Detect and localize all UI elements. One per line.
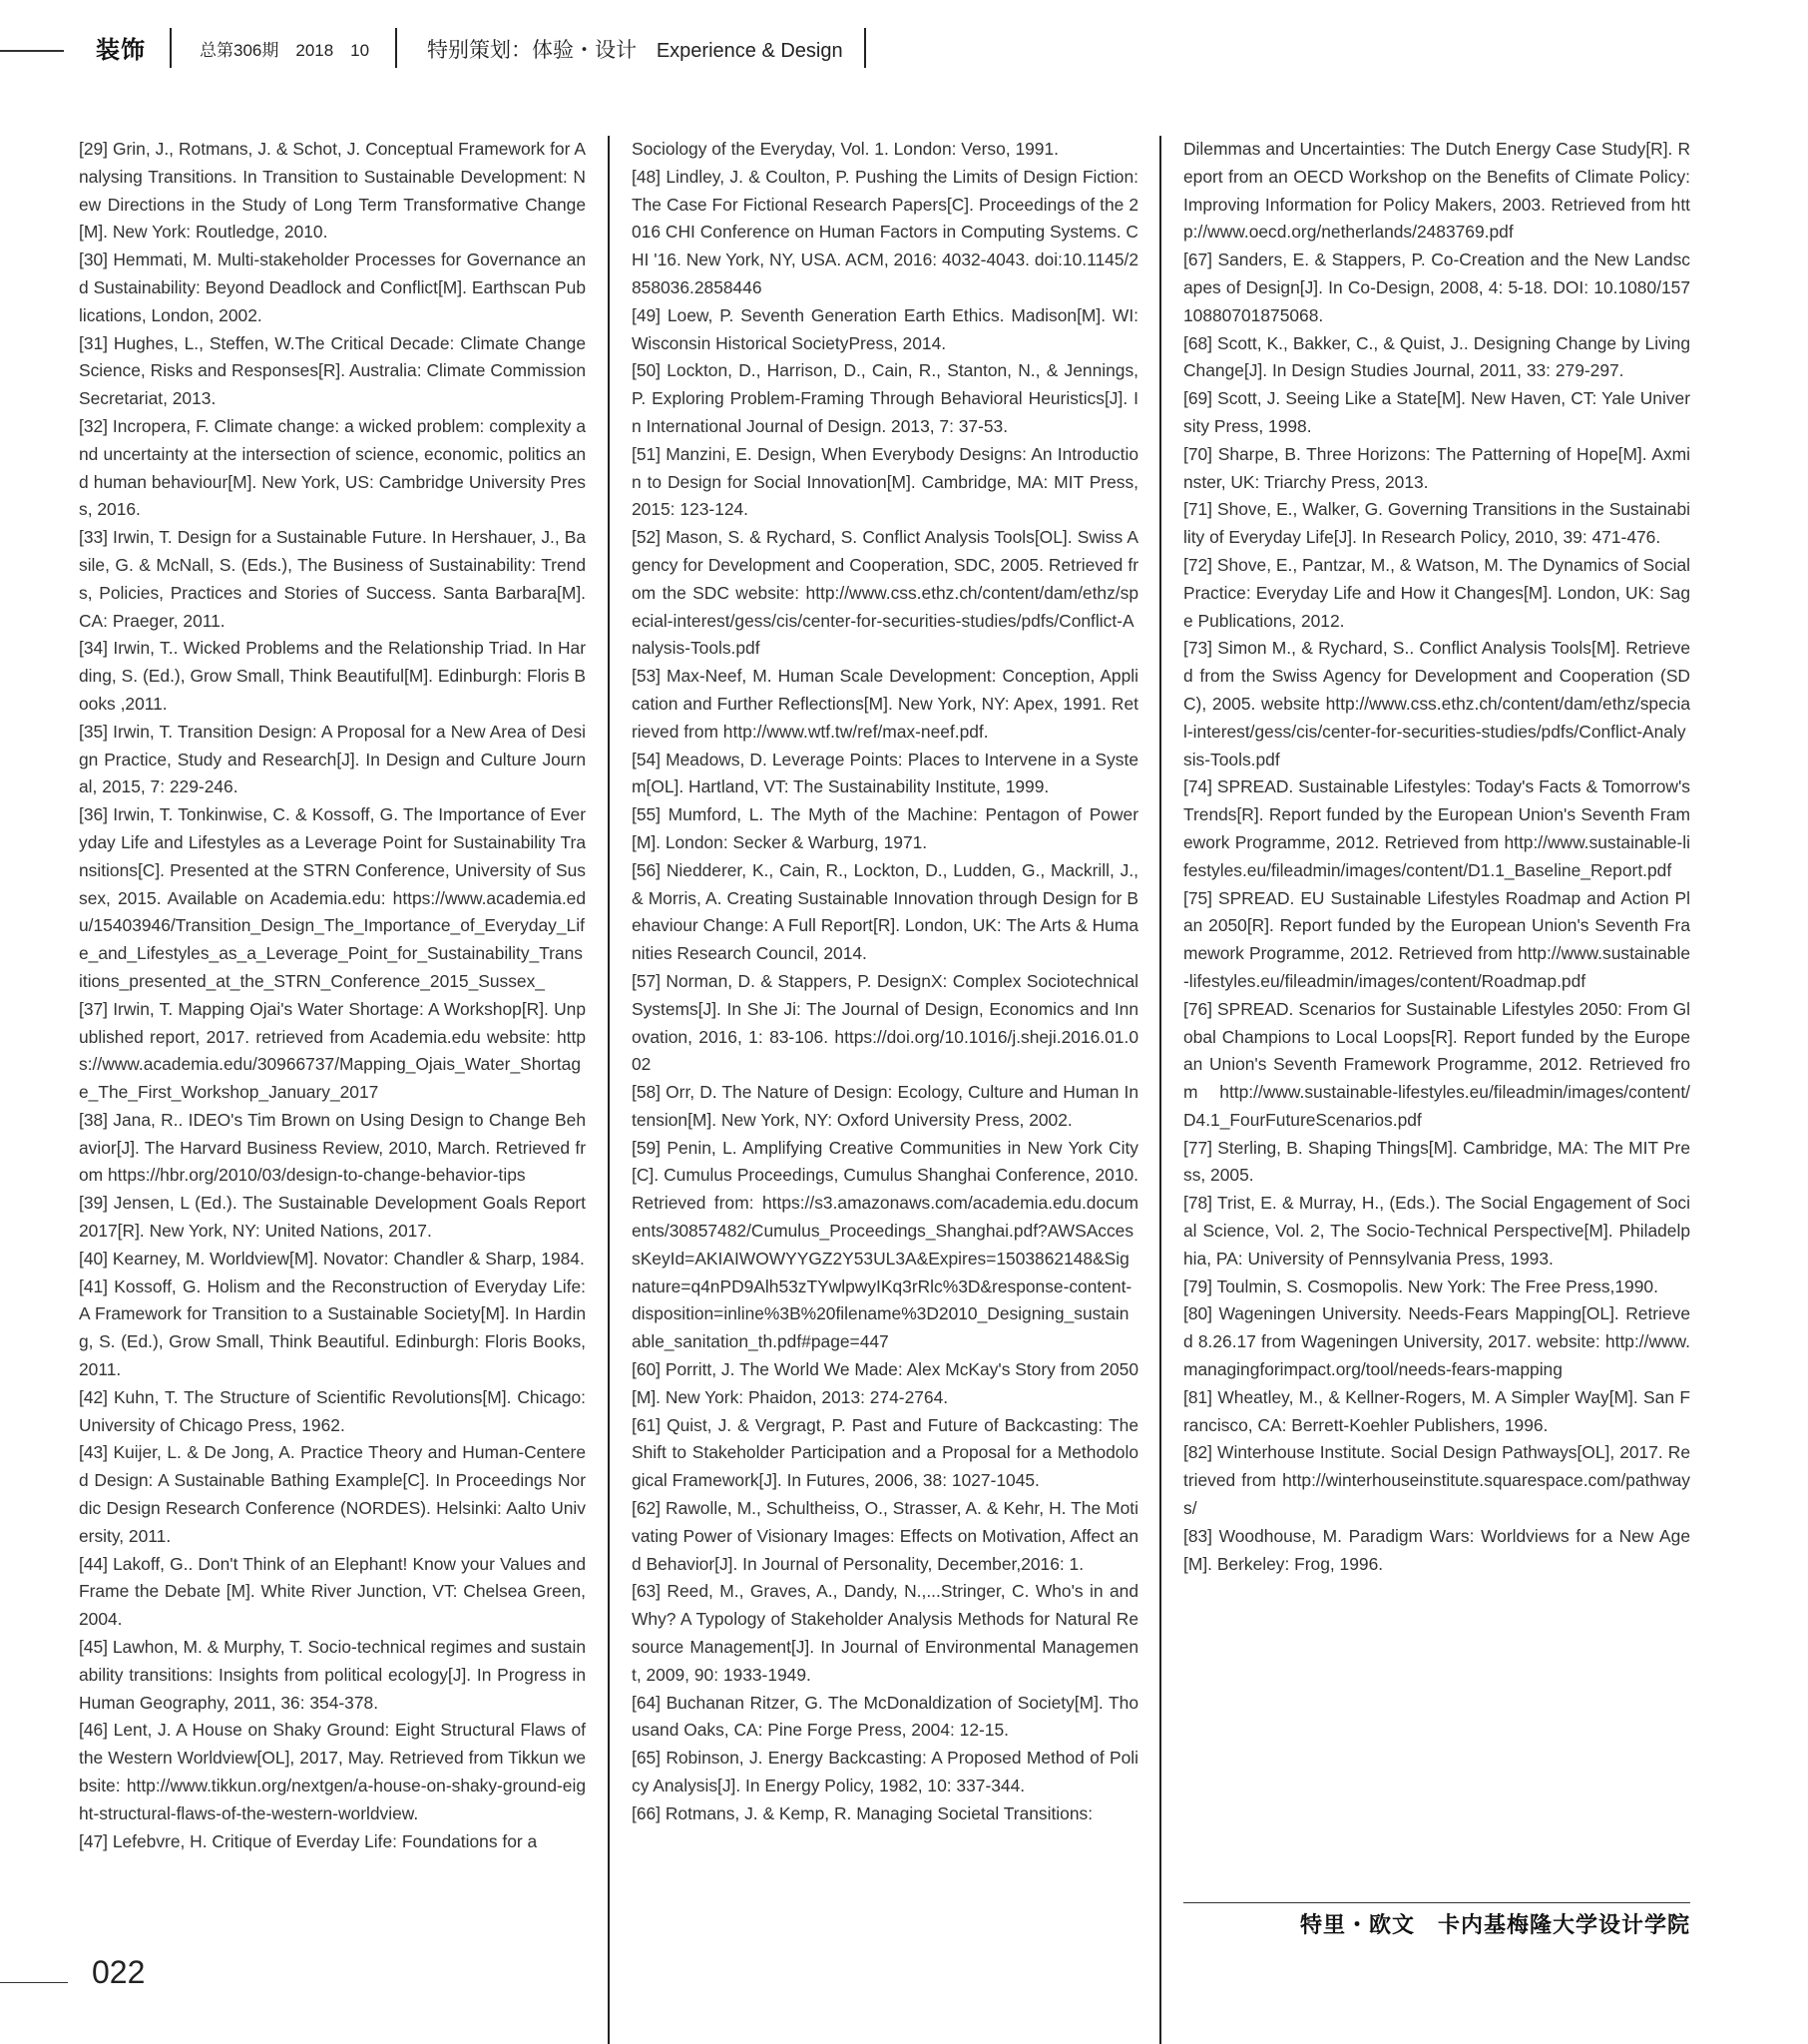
reference-entry: [69] Scott, J. Seeing Like a State[M]. New Haven, CT: Yale University Press, 1998. [1183,388,1690,436]
reference-entry: [36] Irwin, T. Tonkinwise, C. & Kossoff, G. The Importance of Everyday Life and Lifestyles as a Leverage Point for Sustainability Transitions[C]. Presented at the STRN Conference, University of Sussex, 2015. Available on Academia.edu: https://www.academia.edu/15403946/Transition_Design_The_Importance_of_Everyday_Life_and_Lifestyles_as_a_Leverage_Point_for_Sustainability_Transitions_presented_at_the_STRN_Conference_2015_Sussex_ [79,804,586,991]
reference-entry: [53] Max-Neef, M. Human Scale Development: Conception, Application and Further Reflections[M]. New York, NY: Apex, 1991. Retrieved from http://www.wtf.tw/ref/max-neef.pdf. [632,666,1138,742]
reference-entry: [81] Wheatley, M., & Kellner-Rogers, M. A Simpler Way[M]. San Francisco, CA: Berrett-Koehler Publishers, 1996. [1183,1386,1690,1435]
reference-entry: [32] Incropera, F. Climate change: a wicked problem: complexity and uncertainty at the intersection of science, economic, politics and human behaviour[M]. New York, US: Cambridge University Press, 2016. [79,415,586,520]
author-credit: 特里・欧文 卡内基梅隆大学设计学院 [1299,1912,1690,1937]
reference-entry: Sociology of the Everyday, Vol. 1. London: Verso, 1991. [632,139,1059,159]
reference-entry: [77] Sterling, B. Shaping Things[M]. Cambridge, MA: The MIT Press, 2005. [1183,1137,1690,1186]
reference-entry: [73] Simon M., & Rychard, S.. Conflict Analysis Tools[M]. Retrieved from the Swiss Agency for Development and Cooperation (SDC), 2005. website http://www.css.ethz.ch/content/dam/ethz/special-interest/gess/cis/center-for-securities-studies/pdfs/Conflict-Analysis-Tools.pdf [1183,638,1690,769]
reference-entry: [76] SPREAD. Scenarios for Sustainable Lifestyles 2050: From Global Champions to Local Loops[R]. Report funded by the European Union's Seventh Framework Programme, 2012. Retrieved from http://www.sustainable-lifestyles.eu/fileadmin/images/content/ D4.1_FourFutureScenarios.pdf [1183,998,1690,1130]
page-number: 022 [92,1954,146,1990]
reference-entry: [41] Kossoff, G. Holism and the Reconstruction of Everyday Life: A Framework for Transition to a Sustainable Society[M]. In Harding, S. (Ed.), Grow Small, Think Beautiful. Edinburgh: Floris Books, 2011. [79,1276,586,1380]
reference-entry: [39] Jensen, L (Ed.). The Sustainable Development Goals Report 2017[R]. New York, NY: United Nations, 2017. [79,1193,586,1242]
reference-entry: [64] Buchanan Ritzer, G. The McDonaldization of Society[M]. Thousand Oaks, CA: Pine Forge Press, 2004: 12-15. [632,1692,1138,1741]
header-rule-left [0,50,64,52]
reference-entry: [37] Irwin, T. Mapping Ojai's Water Shortage: A Workshop[R]. Unpublished report, 2017. retrieved from Academia.edu website: https://www.academia.edu/30966737/Mapping_Ojais_Water_Shortage_The_First_Workshop_January_2017 [79,998,586,1103]
reference-entry: [68] Scott, K., Bakker, C., & Quist, J.. Designing Change by Living Change[J]. In Design Studies Journal, 2011, 33: 279-297. [1183,332,1690,381]
reference-entry: [52] Mason, S. & Rychard, S. Conflict Analysis Tools[OL]. Swiss Agency for Development and Cooperation, SDC, 2005. Retrieved from the SDC website: http://www.css.ethz.ch/content/dam/ethz/special-interest/gess/cis/center-for-securities-studies/pdfs/Conflict-Analysis-Tools.pdf [632,527,1138,659]
reference-entry: [56] Niedderer, K., Cain, R., Lockton, D., Ludden, G., Mackrill, J., & Morris, A. Creating Sustainable Innovation through Design for Behaviour Change: A Full Report[R]. London, UK: The Arts & Humanities Research Council, 2014. [632,859,1138,964]
reference-entry: [78] Trist, E. & Murray, H., (Eds.). The Social Engagement of Social Science, Vol. 2, The Socio-Technical Perspective[M]. Philadelphia, PA: University of Pennsylvania Press, 1993. [1183,1193,1690,1269]
reference-entry: [62] Rawolle, M., Schultheiss, O., Strasser, A. & Kehr, H. The Motivating Power of Visionary Images: Effects on Motivation, Affect and Behavior[J]. In Journal of Personality, December,2016: 1. [632,1498,1138,1574]
reference-entry: [38] Jana, R.. IDEO's Tim Brown on Using Design to Change Behavior[J]. The Harvard Business Review, 2010, March. Retrieved from https://hbr.org/2010/03/design-to-change-behavior-tips [79,1109,586,1186]
reference-entry: [40] Kearney, M. Worldview[M]. Novator: Chandler & Sharp, 1984. [79,1248,585,1269]
reference-entry: [75] SPREAD. EU Sustainable Lifestyles Roadmap and Action Plan 2050[R]. Report funded by the European Union's Seventh Framework Programme, 2012. Retrieved from http://www.sustainable-lifestyles.eu/fileadmin/images/content/Roadmap.pdf [1183,887,1690,991]
reference-entry: [71] Shove, E., Walker, G. Governing Transitions in the Sustainability of Everyday Life[J]. In Research Policy, 2010, 39: 471-476. [1183,499,1690,548]
column-divider [608,136,610,2044]
reference-entry: [49] Loew, P. Seventh Generation Earth Ethics. Madison[M]. WI: Wisconsin Historical SocietyPress, 2014. [632,304,1138,353]
reference-entry: [79] Toulmin, S. Cosmopolis. New York: The Free Press,1990. [1183,1276,1658,1296]
reference-entry: [34] Irwin, T.. Wicked Problems and the Relationship Triad. In Harding, S. (Ed.), Grow Small, Think Beautiful[M]. Edinburgh: Floris Books ,2011. [79,638,586,714]
reference-entry: [54] Meadows, D. Leverage Points: Places to Intervene in a System[OL]. Hartland, VT: The Sustainability Institute, 1999. [632,749,1138,797]
reference-entry: [47] Lefebvre, H. Critique of Everday Life: Foundations for a [79,1830,538,1851]
reference-entry: [55] Mumford, L. The Myth of the Machine: Pentagon of Power[M]. London: Secker & Warburg, 1971. [632,804,1138,852]
reference-entry: [46] Lent, J. A House on Shaky Ground: Eight Structural Flaws of the Western Worldview[OL], 2017, May. Retrieved from Tikkun website: http://www.tikkun.org/nextgen/a-house-on-shaky-ground-eight-structural-flaws-of-the-western-worldview. [79,1720,586,1823]
feature-title-en: Experience & Design [656,40,843,62]
reference-entry: [67] Sanders, E. & Stappers, P. Co-Creation and the New Landscapes of Design[J]. In Co-Design, 2008, 4: 5-18. DOI: 10.1080/15710880701875068. [1183,250,1690,325]
reference-entry: [57] Norman, D. & Stappers, P. DesignX: Complex Sociotechnical Systems[J]. In She Ji: The Journal of Design, Economics and Innovation, 2016, 1: 83-106. https://doi.org/10.1016/j.sheji.2016.01.002 [632,970,1138,1075]
reference-entry: [29] Grin, J., Rotmans, J. & Schot, J. Conceptual Framework for Analysing Transitions. In Transition to Sustainable Development: New Directions in the Study of Long Term Transformative Change[M]. New York: Routledge, 2010. [79,139,586,243]
reference-entry: [31] Hughes, L., Steffen, W.The Critical Decade: Climate Change Science, Risks and Responses[R]. Australia: Climate Commission Secretariat, 2013. [79,332,586,409]
column-divider [1159,136,1161,2044]
reference-entry: [60] Porritt, J. The World We Made: Alex McKay's Story from 2050[M]. New York: Phaidon, 2013: 274-2764. [632,1359,1138,1407]
reference-entry: [48] Lindley, J. & Coulton, P. Pushing the Limits of Design Fiction: The Case For Fictional Research Papers[C]. Proceedings of the 2016 CHI Conference on Human Factors in Computing Systems. CHI '16. New York, NY, USA. ACM, 2016: 4032-4043. doi:10.1145/2858036.2858446 [632,166,1138,297]
reference-entry: [63] Reed, M., Graves, A., Dandy, N.,...Stringer, C. Who's in and Why? A Typology of Stakeholder Analysis Methods for Natural Resource Management[J]. In Journal of Environmental Management, 2009, 90: 1933-1949. [632,1581,1138,1685]
reference-entry: [83] Woodhouse, M. Paradigm Wars: Worldviews for a New Age[M]. Berkeley: Frog, 1996. [1183,1525,1690,1574]
feature-title [427,34,843,68]
reference-entry: [44] Lakoff, G.. Don't Think of an Elephant! Know your Values and Frame the Debate [M]. White River Junction, VT: Chelsea Green, 2004. [79,1553,586,1630]
reference-entry: [35] Irwin, T. Transition Design: A Proposal for a New Area of Design Practice, Study and Research[J]. In Design and Culture Journal, 2015, 7: 229-246. [79,721,586,797]
header-divider [170,28,172,68]
reference-entry: [58] Orr, D. The Nature of Design: Ecology, Culture and Human Intension[M]. New York, NY: Oxford University Press, 2002. [632,1082,1138,1130]
reference-entry: [50] Lockton, D., Harrison, D., Cain, R., Stanton, N., & Jennings, P. Exploring Problem-Framing Through Behavioral Heuristics[J]. In International Journal of Design. 2013, 7: 37-53. [632,360,1138,436]
reference-column-2 [632,136,1138,1828]
reference-entry: [61] Quist, J. & Vergragt, P. Past and Future of Backcasting: The Shift to Stakeholder Participation and a Proposal for a Methodological Framework[J]. In Futures, 2006, 38: 1027-1045. [632,1414,1138,1491]
reference-entry: [80] Wageningen University. Needs-Fears Mapping[OL]. Retrieved 8.26.17 from Wageningen University, 2017. website: http://www.managingforimpact.org/tool/needs-fears-mapping [1183,1303,1690,1380]
footer-rule-right [1183,1902,1690,1903]
reference-entry: [42] Kuhn, T. The Structure of Scientific Revolutions[M]. Chicago: University of Chicago Press, 1962. [79,1386,586,1435]
reference-entry: [45] Lawhon, M. & Murphy, T. Socio-technical regimes and sustainability transitions: Insights from political ecology[J]. In Progress in Human Geography, 2011, 36: 354-378. [79,1637,586,1713]
header-divider [864,28,866,68]
reference-entry: [66] Rotmans, J. & Kemp, R. Managing Societal Transitions: [632,1802,1094,1823]
reference-entry: [59] Penin, L. Amplifying Creative Communities in New York City[C]. Cumulus Proceedings, Cumulus Shanghai Conference, 2010. Retrieved from: https://s3.amazonaws.com/academia.edu.documents/30857482/Cumulus_Proceedings_Shanghai.pdf?AWSAccessKeyId=AKIAIWOWYYGZ2Y53UL3A&Expires=1503862148&Signature=q4nPD9Alh53zTYwlpwyIKq3rRlc%3D&response-content-disposition=inline%3B%20filename%3D2010_Designing_sustainable_sanitation_th.pdf#page=447 [632,1137,1138,1352]
reference-entry: [74] SPREAD. Sustainable Lifestyles: Today's Facts & Tomorrow's Trends[R]. Report funded by the European Union's Seventh Framework Programme, 2012. Retrieved from http://www.sustainable-lifestyles.eu/fileadmin/images/content/D1.1_Baseline_Report.pdf [1183,776,1690,880]
reference-entry: [30] Hemmati, M. Multi-stakeholder Processes for Governance and Sustainability: Beyond Deadlock and Conflict[M]. Earthscan Publications, London, 2002. [79,250,586,325]
reference-entry: [51] Manzini, E. Design, When Everybody Designs: An Introduction to Design for Social Innovation[M]. Cambridge, MA: MIT Press, 2015: 123-124. [632,443,1138,520]
footer-rule-left [0,1982,68,1983]
feature-title-cn: 特别策划：体验・设计 [427,39,637,62]
issue-info: 总第306期 2018 10 [200,41,370,60]
reference-entry: [43] Kuijer, L. & De Jong, A. Practice Theory and Human-Centered Design: A Sustainable Bathing Example[C]. In Proceedings Nordic Design Research Conference (NORDES). Helsinki: Aalto University, 2011. [79,1442,586,1546]
reference-entry: [70] Sharpe, B. Three Horizons: The Patterning of Hope[M]. Axminster, UK: Triarchy Press, 2013. [1183,443,1690,492]
reference-entry: [82] Winterhouse Institute. Social Design Pathways[OL], 2017. Retrieved from http://winterhouseinstitute.squarespace.com/pathways/ [1183,1442,1690,1519]
reference-entry: [33] Irwin, T. Design for a Sustainable Future. In Hershauer, J., Basile, G. & McNall, S. (Eds.), The Business of Sustainability: Trends, Policies, Practices and Stories of Success. Santa Barbara[M]. CA: Praeger, 2011. [79,527,586,631]
reference-entry: [72] Shove, E., Pantzar, M., & Watson, M. The Dynamics of Social Practice: Everyday Life and How it Changes[M]. London, UK: Sage Publications, 2012. [1183,554,1690,631]
magazine-logo: 装饰 [96,37,146,64]
reference-entry: [65] Robinson, J. Energy Backcasting: A Proposed Method of Policy Analysis[J]. In Energy Policy, 1982, 10: 337-344. [632,1748,1138,1796]
reference-column-1 [79,136,586,1855]
reference-entry: Dilemmas and Uncertainties: The Dutch Energy Case Study[R]. Report from an OECD Workshop on the Benefits of Climate Policy: Improving Information for Policy Makers, 2003. Retrieved from http://www.oecd.org/netherlands/2483769.pdf [1183,139,1690,243]
header-divider [395,28,397,68]
reference-column-3 [1183,136,1690,1578]
